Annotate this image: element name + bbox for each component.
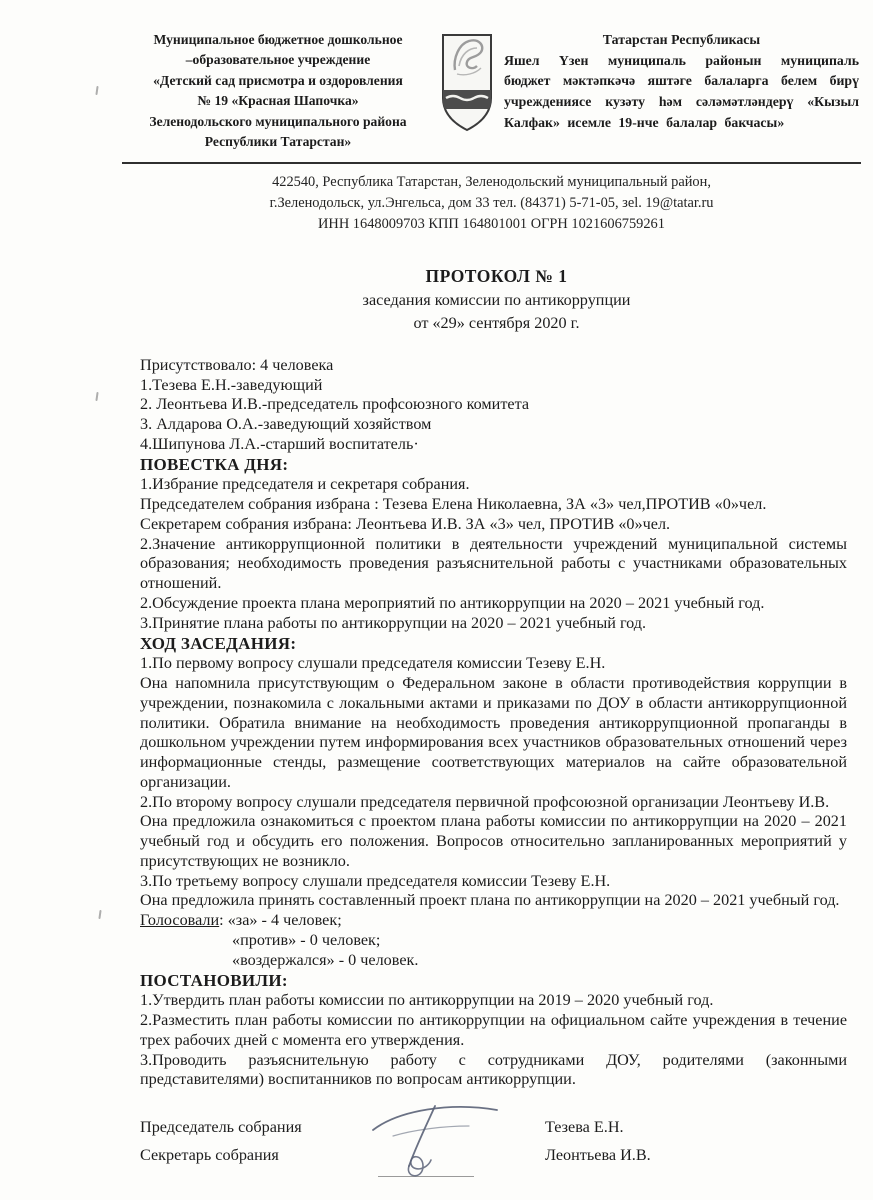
scan-mark (98, 910, 101, 919)
proceedings-item: Она предложила ознакомиться с проектом плана работы комиссии по антикоррупции на 2020 – 2021 учебный год и обсудить его положения. Вопросов относительно запланированных мероприятий у присутствующих не возникло. (140, 812, 847, 870)
attendee-item: 4.Шипунова Л.А.-старший воспитатель· (140, 434, 419, 453)
letterhead (0, 0, 873, 152)
address-line: ИНН 1648009703 КПП 164801001 ОГРН 1021606759261 (318, 216, 665, 233)
org-ru-line: Зеленодольского муниципального района (149, 113, 407, 129)
protocol-subject: заседания комиссии по антикоррупции (362, 290, 631, 309)
org-ru-line: Республики Татарстан» (204, 133, 352, 149)
agenda-item: Секретарем собрания избрана: Леонтьева И.В. ЗА «3» чел, ПРОТИВ «0»чел. (140, 514, 671, 533)
voting-line-against: «против» - 0 человек; (232, 930, 381, 949)
attendee-item: 3. Алдарова О.А.-заведующий хозяйством (140, 415, 432, 434)
protocol-date: от «29» сентября 2020 г. (413, 313, 580, 332)
signature-block (140, 1114, 847, 1169)
chair-signature-row (140, 1114, 847, 1142)
voting-line-abstained: «воздержался» - 0 человек. (232, 950, 419, 969)
proceedings-item: Она предложила принять составленный проект плана по антикоррупции на 2020 – 2021 учебный год. (140, 891, 840, 910)
org-name-tatar (504, 30, 859, 133)
proceedings-item: 3.По третьему вопросу слушали председателя комиссии Тезеву Е.Н. (140, 871, 611, 890)
agenda-item: 2.Значение антикоррупционной политики в деятельности учреждений муниципальной системы образования; необходимость проведения разъяснительной работы с участниками образовательных отношений. (140, 534, 847, 593)
resolution-item: 1.Утвердить план работы комиссии по антикоррупции на 2019 – 2020 учебный год. (140, 991, 714, 1010)
resolved-heading: ПОСТАНОВИЛИ: (140, 970, 288, 990)
org-tt-text: Яшел Үзен муниципаль районын муниципаль бюджет мәктәпкәчә яштәге балаларга белем бирү учреждениясе кузәту һәм сәләмәтләндерү «Кызыл Калфак» исемле 19-нче балалар бакчасы» (504, 52, 859, 130)
agenda-item: 1.Избрание председателя и секретаря собрания. (140, 475, 470, 494)
resolution-item: 3.Проводить разъяснительную работу с сотрудниками ДОУ, родителями (законными представителями) воспитанников по вопросам антикоррупции. (140, 1050, 847, 1089)
attendee-item: 1.Тезева Е.Н.-заведующий (140, 375, 323, 394)
voting-label: Голосовали (140, 911, 220, 930)
resolution-item: 2.Разместить план работы комиссии по антикоррупции на официальном сайте учреждения в течение трех рабочих дней с момента его утверждения. (140, 1011, 847, 1049)
proceedings-item: 2.По второму вопросу слушали председателя первичной профсоюзной организации Леонтьеву И.В. (140, 792, 830, 811)
proceedings-item: 1.По первому вопросу слушали председателя комиссии Тезеву Е.Н. (140, 654, 606, 673)
secretary-name: Леонтьева И.В. (545, 1145, 651, 1164)
protocol-number: ПРОТОКОЛ № 1 (425, 265, 568, 286)
attendance-line: Присутствовало: 4 человека (140, 355, 334, 374)
address-line: 422540, Республика Татарстан, Зеленодольский муниципальный район, (272, 174, 711, 191)
chair-label: Председатель собрания (140, 1118, 302, 1137)
org-ru-line: –образовательное учреждение (185, 52, 371, 68)
agenda-item: 2.Обсуждение проекта плана мероприятий по антикоррупции на 2020 – 2021 учебный год. (140, 594, 765, 612)
org-ru-line: № 19 «Красная Шапочка» (197, 93, 359, 109)
scan-mark (95, 392, 98, 401)
voting-line-for (140, 911, 847, 931)
org-name-russian (126, 30, 430, 152)
document-title (140, 265, 853, 334)
address-line: г.Зеленодольск, ул.Энгельса, дом 33 тел. (84371) 5-71-05, зel. 19@tatar.ru (269, 195, 714, 212)
org-ru-line: «Детский сад присмотра и оздоровления (153, 72, 403, 88)
address-block (130, 172, 853, 235)
secretary-label: Секретарь собрания (140, 1145, 279, 1164)
chair-name: Тезева Е.Н. (545, 1118, 624, 1137)
org-tt-title: Татарстан Республикасы (602, 32, 761, 47)
agenda-item: Председателем собрания избрана : Тезева Елена Николаевна, ЗА «3» чел,ПРОТИВ «0»чел. (140, 495, 767, 514)
org-ru-line: Муниципальное бюджетное дошкольное (153, 32, 403, 47)
secretary-signature-row (140, 1142, 847, 1170)
proceedings-heading: ХОД ЗАСЕДАНИЯ: (140, 633, 297, 653)
agenda-item: 3.Принятие плана работы по антикоррупции на 2020 – 2021 учебный год. (140, 613, 647, 632)
attendee-item: 2. Леонтьева И.В.-председатель профсоюзного комитета (140, 395, 530, 414)
header-divider (122, 162, 861, 164)
voting-for: : «за» - 4 человек; (219, 911, 342, 930)
signature-baseline (378, 1176, 474, 1177)
coat-of-arms-icon (436, 30, 498, 134)
proceedings-item: Она напомнила присутствующим о Федеральном законе в области противодействия коррупции в учреждении, познакомила с локальными актами и приказами по ДОУ в области антикоррупционной политики. Обратила внимание на необходимость проведения антикоррупционной пропаганды в дошкольном учреждении путем информирования всех участников образовательных отношений через информационные стенды, размещение соответствующих материалов на сайте образовательной организации. (140, 674, 847, 791)
document-body (140, 356, 847, 1090)
agenda-heading: ПОВЕСТКА ДНЯ: (140, 454, 289, 474)
